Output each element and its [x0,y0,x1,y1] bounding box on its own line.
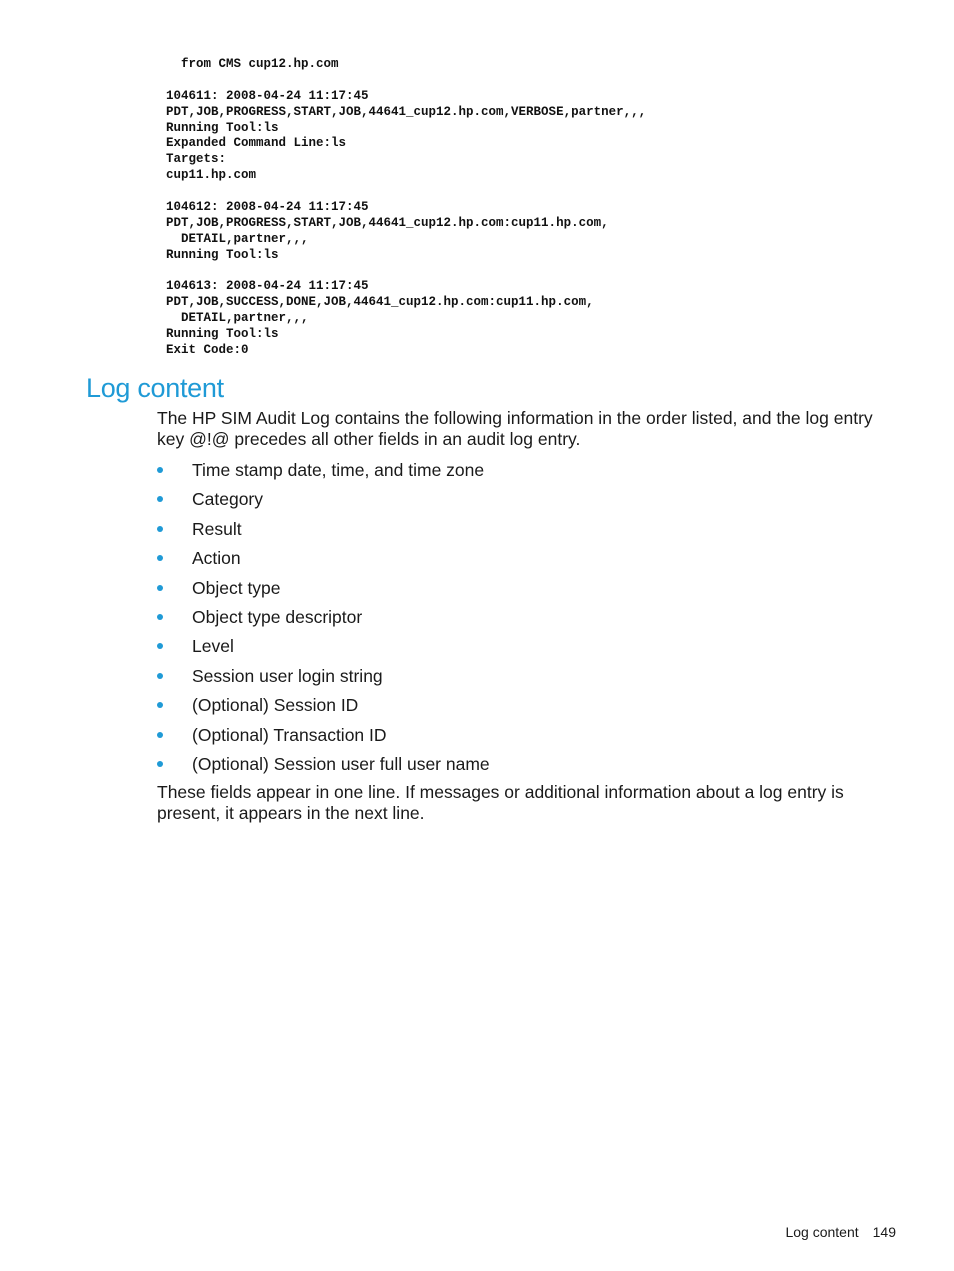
code-line: DETAIL,partner,,, [166,231,309,246]
list-item-text: Object type [192,577,281,598]
list-item [157,516,490,545]
code-line [166,264,646,280]
bullet-icon [157,761,163,767]
list-item-text: Session user login string [192,665,383,686]
list-item-text: Category [192,489,264,510]
list-item [157,663,490,692]
bullet-icon [157,555,163,561]
section-title: Log content [86,373,224,403]
code-line: cup11.hp.com [166,168,257,183]
field-list [157,457,490,780]
bullet-icon [157,732,163,738]
bullet-icon [157,526,163,532]
closing-paragraph: These fields appear in one line. If messages or additional information about a log entry is present, it appears in the next line. [157,782,844,823]
list-item [157,575,490,604]
page-footer [785,1222,896,1242]
list-item-text: (Optional) Session user full user name [192,753,490,774]
list-item-text: Time stamp date, time, and time zone [192,460,485,480]
list-item-text: Result [192,518,242,539]
code-line: 104613: 2008-04-24 11:17:45 [166,279,369,294]
page-number: 149 [872,1224,896,1240]
list-item-text: Action [192,548,241,569]
intro-paragraph: The HP SIM Audit Log contains the following information in the order listed, and the log entry key @!@ precedes all other fields in an audit log entry. [157,408,873,449]
list-item-text: (Optional) Session ID [192,695,359,716]
list-item [157,722,490,751]
code-line: Exit Code:0 [166,343,249,358]
list-item [157,692,490,721]
list-item [157,486,490,515]
list-item [157,604,490,633]
footer-section-label: Log content [785,1224,859,1240]
list-item-text: (Optional) Transaction ID [192,724,387,745]
list-item [157,545,490,574]
bullet-icon [157,614,163,620]
code-line: from CMS cup12.hp.com [166,57,339,71]
bullet-icon [157,673,163,679]
code-line: Expanded Command Line:ls [166,136,347,151]
code-line: PDT,JOB,SUCCESS,DONE,JOB,44641_cup12.hp.com:cup11.hp.com, [166,295,594,310]
code-line: Running Tool:ls [166,327,279,342]
code-line: PDT,JOB,PROGRESS,START,JOB,44641_cup12.hp.com:cup11.hp.com, [166,215,609,230]
code-line: 104611: 2008-04-24 11:17:45 [166,88,369,103]
code-listing [166,57,646,359]
code-line [166,184,646,200]
bullet-icon [157,702,163,708]
list-item [157,633,490,662]
bullet-icon [157,585,163,591]
code-line: Targets: [166,152,227,167]
list-item-text: Level [192,636,234,657]
bullet-icon [157,643,163,649]
list-item [157,751,490,780]
code-line: Running Tool:ls [166,120,279,135]
code-line: PDT,JOB,PROGRESS,START,JOB,44641_cup12.hp.com,VERBOSE,partner,,, [166,104,647,119]
code-line: Running Tool:ls [166,247,279,262]
bullet-icon [157,467,163,473]
bullet-icon [157,496,163,502]
code-line: 104612: 2008-04-24 11:17:45 [166,200,369,215]
code-line: DETAIL,partner,,, [166,311,309,326]
list-item-text: Object type descriptor [192,606,363,627]
list-item [157,457,490,486]
code-line [166,73,646,89]
